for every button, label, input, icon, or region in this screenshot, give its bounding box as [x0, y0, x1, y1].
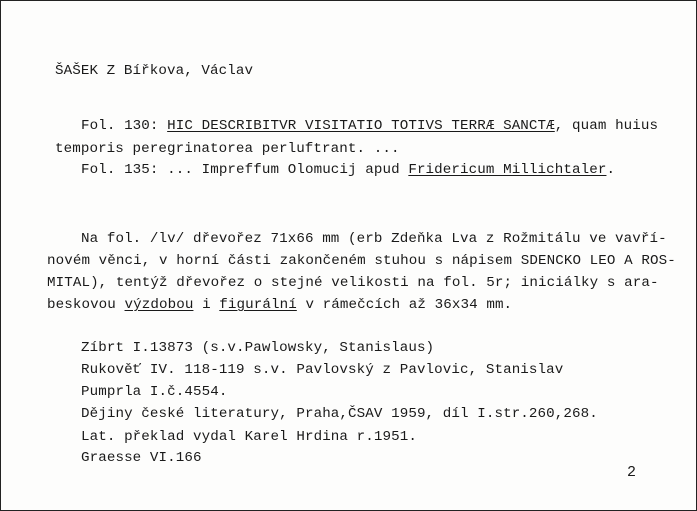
note-vyzdobou: výzdobou — [124, 297, 194, 313]
fol130-line — [81, 118, 658, 134]
note-line-4 — [47, 297, 512, 313]
fol135-line — [81, 162, 615, 178]
note-line-4-mid: i — [193, 297, 220, 313]
note-line-4-end: v rámečcích až 36x34 mm. — [296, 297, 513, 313]
note-line-3: MITAL), tentýž dřevořez o stejné velikosti na fol. 5r; iniciálky s ara- — [47, 275, 659, 291]
fol135-printer: Fridericum Millichtaler — [408, 162, 607, 178]
fol135-end: . — [606, 162, 616, 178]
reference-rukovet: Rukověť IV. 118-119 s.v. Pavlovský z Pavlovic, Stanislav — [81, 362, 564, 378]
reference-zibrt: Zíbrt I.13873 (s.v.Pawlowsky, Stanislaus) — [81, 340, 435, 356]
note-line-4-pre: beskovou — [47, 297, 125, 313]
card-heading: ŠAŠEK Z Bířkova, Václav — [55, 63, 254, 79]
note-line-2: novém věnci, v horní části zakončeném stuhou s nápisem SDENCKO LEO A ROS- — [47, 253, 676, 269]
fol130-rest: , quam huius — [554, 118, 659, 134]
note-figuralni: figurální — [219, 297, 297, 313]
fol130-continuation: temporis peregrinatorea perluftrant. ... — [55, 141, 400, 157]
reference-dejiny: Dějiny české literatury, Praha,ČSAV 1959, díl I.str.260,268. — [81, 406, 598, 422]
fol130-lead: Fol. 130: — [81, 118, 168, 134]
note-line-1: Na fol. /lv/ dřevořez 71x66 mm (erb Zdeňka Lva z Rožmitálu ve vavří- — [81, 231, 667, 247]
reference-pumprla: Pumprla I.č.4554. — [81, 384, 228, 400]
page-number: 2 — [627, 464, 637, 481]
fol135-lead: Fol. 135: ... Impreffum Olomucij apud — [81, 162, 409, 178]
reference-hrdina: Lat. překlad vydal Karel Hrdina r.1951. — [81, 429, 417, 445]
reference-graesse: Graesse VI.166 — [81, 450, 202, 466]
fol130-title: HIC DESCRIBITVR VISITATIO TOTIVS TERRÆ SANCTÆ — [167, 118, 555, 134]
